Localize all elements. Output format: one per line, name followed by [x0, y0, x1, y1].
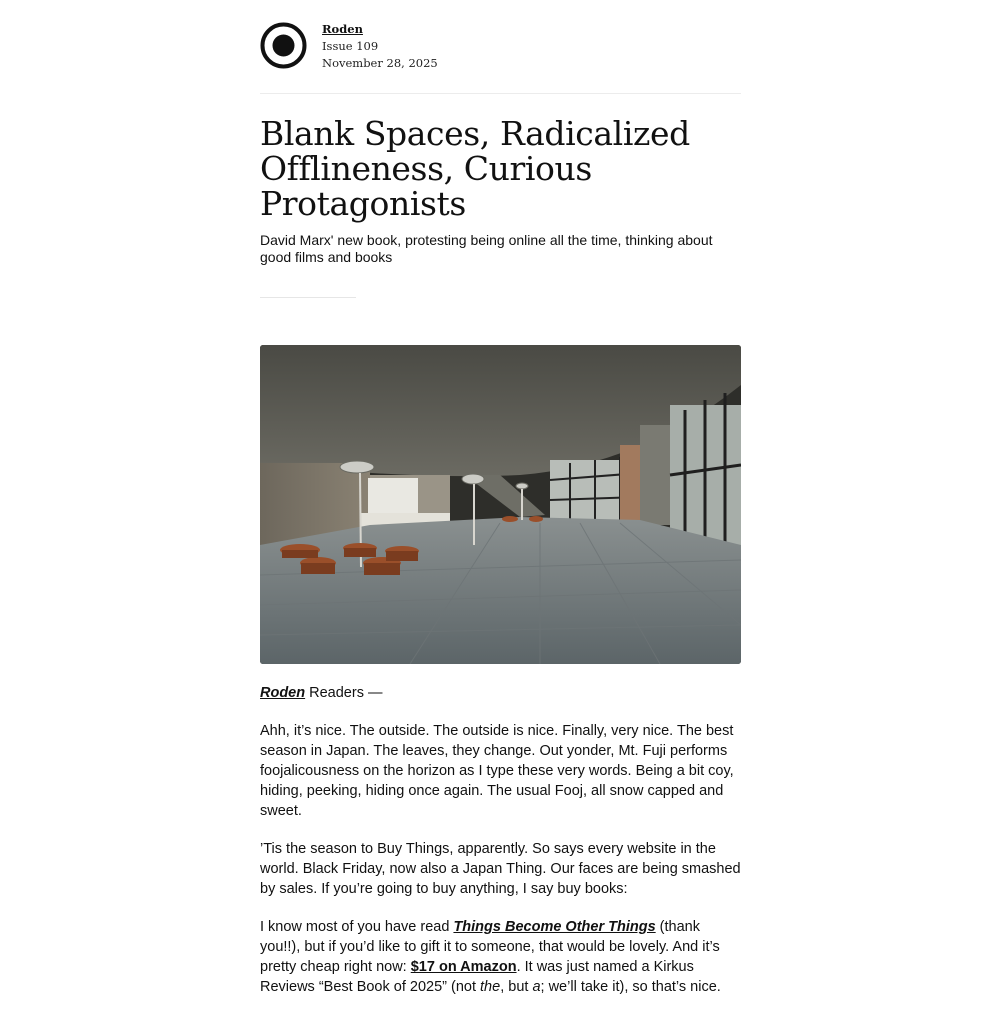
issue-number: Issue 109 — [322, 39, 379, 53]
greeting: Roden Readers — — [260, 685, 383, 701]
book-link[interactable]: Things Become Other Things — [453, 919, 656, 935]
paragraph-2: ’Tis the season to Buy Things, apparently. So says every website in the world. Black Friday, now also a Japan Thing. Our faces are being smashed by sales. If you’re going to buy anything, I say buy books: — [260, 841, 741, 897]
amazon-link[interactable]: $17 on Amazon — [410, 959, 517, 975]
roden-link[interactable]: Roden — [260, 685, 306, 701]
paragraph-3: I know most of you have read Things Become Other Things (thank you!!), but if you’d like to gift it to someone, that would be lovely. And it’s pretty cheap right now: $17 on Amazon. It was just named a Kirkus Reviews “Best Book of 2025” (not the, but a; we’ll take it), so that’s nice. — [260, 919, 721, 995]
issue-date: November 28, 2025 — [322, 56, 438, 70]
hero-image — [260, 345, 741, 664]
interior-photo-illustration — [260, 345, 741, 664]
article-title: Blank Spaces, Radicalized Offlineness, Curious Protagonists — [260, 114, 690, 223]
header-divider — [260, 93, 741, 94]
article-subtitle: David Marx' new book, protesting being online all the time, thinking about good films and books — [260, 232, 713, 265]
masthead — [260, 22, 741, 72]
paragraph-1: Ahh, it’s nice. The outside. The outside is nice. Finally, very nice. The best season in Japan. The leaves, they change. Out yonder, Mt. Fuji performs foojalicousness on the horizon as I type these very words. Being a bit coy, hiding, peeking, hiding once again. The usual Fooj, all snow capped and sweet. — [260, 723, 734, 819]
subtitle-divider — [260, 297, 356, 298]
publication-name-link[interactable]: Roden — [322, 22, 363, 36]
article-body — [260, 683, 741, 1015]
roden-logo-icon[interactable] — [260, 22, 307, 69]
